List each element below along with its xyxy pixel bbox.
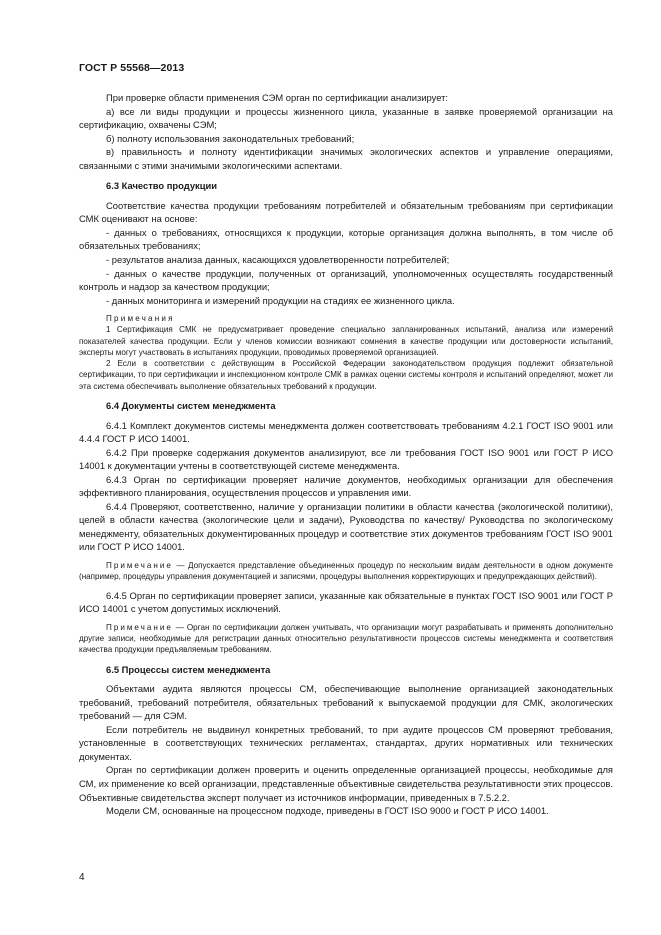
standard-id: ГОСТ Р 55568—2013 <box>79 62 185 74</box>
note-6-4-b <box>79 622 613 656</box>
paragraph-6-3-intro: Соответствие качества продукции требованиям потребителей и обязательным требованиям при сертификации СМК оценивают на основе: <box>79 199 613 225</box>
paragraph-6-5-2: Если потребитель не выдвинул конкретных требований, то при аудите процессов СМ проверяют требования, установленные в соответствующих технических регламентах, стандартах, других нормативных или технических документах. <box>79 723 613 762</box>
paragraph-6-4-4: 6.4.4 Проверяют, соответственно, наличие у организации политики в области качества (экологической политики), целей в области качества (экологические цели и задачи), Руководства по качеству/ Руководства по экологическому менеджменту, обязательных документированных процедур и соответствие этих документов требованиям ГОСТ ISO 9001 или ГОСТ Р ИСО 14001. <box>79 500 613 553</box>
note-label: Примечание <box>106 561 173 570</box>
paragraph-6-4-2: 6.4.2 При проверке содержания документов анализируют, все ли требования ГОСТ ISO 9001 или ГОСТ Р ИСО 14001 к документации учтены в соответствующей системе менеджмента. <box>79 446 613 472</box>
heading-6-5: 6.5 Процессы систем менеджмента <box>106 663 271 675</box>
paragraph-item-c: в) правильность и полноту идентификации значимых экологических аспектов и управление операциями, связанными с этими значимыми экологическими аспектами. <box>79 146 613 171</box>
note-label: Примечание <box>106 622 173 632</box>
list-item-6-3-4: - данных мониторинга и измерений продукции на стадиях ее жизненного цикла. <box>106 294 455 306</box>
paragraph-item-a: а) все ли виды продукции и процессы жизненного цикла, указанные в заявке проверяемой организации на сертификацию, охвачены СЭМ; <box>79 105 613 131</box>
heading-6-3: 6.3 Качество продукции <box>106 180 218 192</box>
note-text: — Орган по сертификации должен учитывать, что организации могут разрабатывать и применять дополнительно другие записи, необходимые для регистрации данных относительно результативности процессов системы менеджмента и соответствия качества продукции предъявляемым требованиям. <box>79 622 613 655</box>
paragraph-6-4-3: 6.4.3 Орган по сертификации проверяет наличие документов, необходимых организации для обеспечения эффективного планирования, осуществления процессов и управления ими. <box>79 473 613 499</box>
paragraph-6-5-3: Орган по сертификации должен проверить и оценить определенные организацией процессы, необходимые для СМ, их применение ко всей организации, представленные объективные свидетельства результативности этих процессов. Объективные свидетельства эксперт получает из источников информации, приведенных в 7.5.2.2. <box>79 764 613 803</box>
note-6-3-1: 1 Сертификация СМК не предусматривает проведение специально запланированных испытаний, анализа или измерений показателей качества продукции. Если у членов комиссии возникают сомнения в качестве продукции или достоверности испытаний, эксперты могут участвовать в испытаниях продукции, проводимых проверяемой организацией. <box>79 325 613 357</box>
list-item-6-3-3: - данных о качестве продукции, полученных от организаций, уполномоченных осуществлять государственный контроль и надзор за качеством продукции; <box>79 267 613 293</box>
note-text: — Допускается представление объединенных процедур по нескольким видам деятельности в одном документе (например, процедуры управления документацией и записями, процедуры выполнения корректирующих и предупреждающих действий). <box>79 561 613 582</box>
paragraph-6-5-1: Объектами аудита являются процессы СМ, обеспечивающие выполнение организацией законодательных требований, требований потребителя, обязательных требований к выпускаемой продукции для СМК, экологических требований — для СЭМ. <box>79 683 613 722</box>
paragraph-item-b: б) полноту использования законодательных требований; <box>106 132 355 144</box>
heading-6-4: 6.4 Документы систем менеджмента <box>106 399 276 411</box>
paragraph-6-4-1: 6.4.1 Комплект документов системы менеджмента должен соответствовать требованиям 4.2.1 ГОСТ ISO 9001 или 4.4.4 ГОСТ Р ИСО 14001. <box>79 419 613 445</box>
paragraph-6-5-4: Модели СМ, основанные на процессном подходе, приведены в ГОСТ ISO 9000 и ГОСТ Р ИСО 14001. <box>106 805 549 817</box>
list-item-6-3-2: - результатов анализа данных, касающихся удовлетворенности потребителей; <box>106 254 450 266</box>
note-6-3-2: 2 Если в соответствии с действующим в Российской Федерации законодательством продукция подлежит обязательной сертификации, то при сертификации и инспекционном контроле СМК в рамках оценки системы контроля и испытаний определяют, может ли эта система обеспечивать выполнение обязательных требований к продукции. <box>79 359 613 391</box>
page-content <box>79 91 613 818</box>
paragraph-scope-intro: При проверке области применения СЭМ орган по сертификации анализирует: <box>106 92 449 103</box>
paragraph-6-4-5: 6.4.5 Орган по сертификации проверяет записи, указанные как обязательные в пунктах ГОСТ ISO 9001 или ГОСТ Р ИСО 14001 с учетом допустимых исключений. <box>79 589 613 615</box>
page-number: 4 <box>79 872 85 883</box>
notes-title-6-3: Примечания <box>106 314 175 324</box>
list-item-6-3-1: - данных о требованиях, относящихся к продукции, которые организация должна выполнять, в том числе об обязательных требованиях; <box>79 226 613 252</box>
note-6-4-a <box>79 560 613 583</box>
